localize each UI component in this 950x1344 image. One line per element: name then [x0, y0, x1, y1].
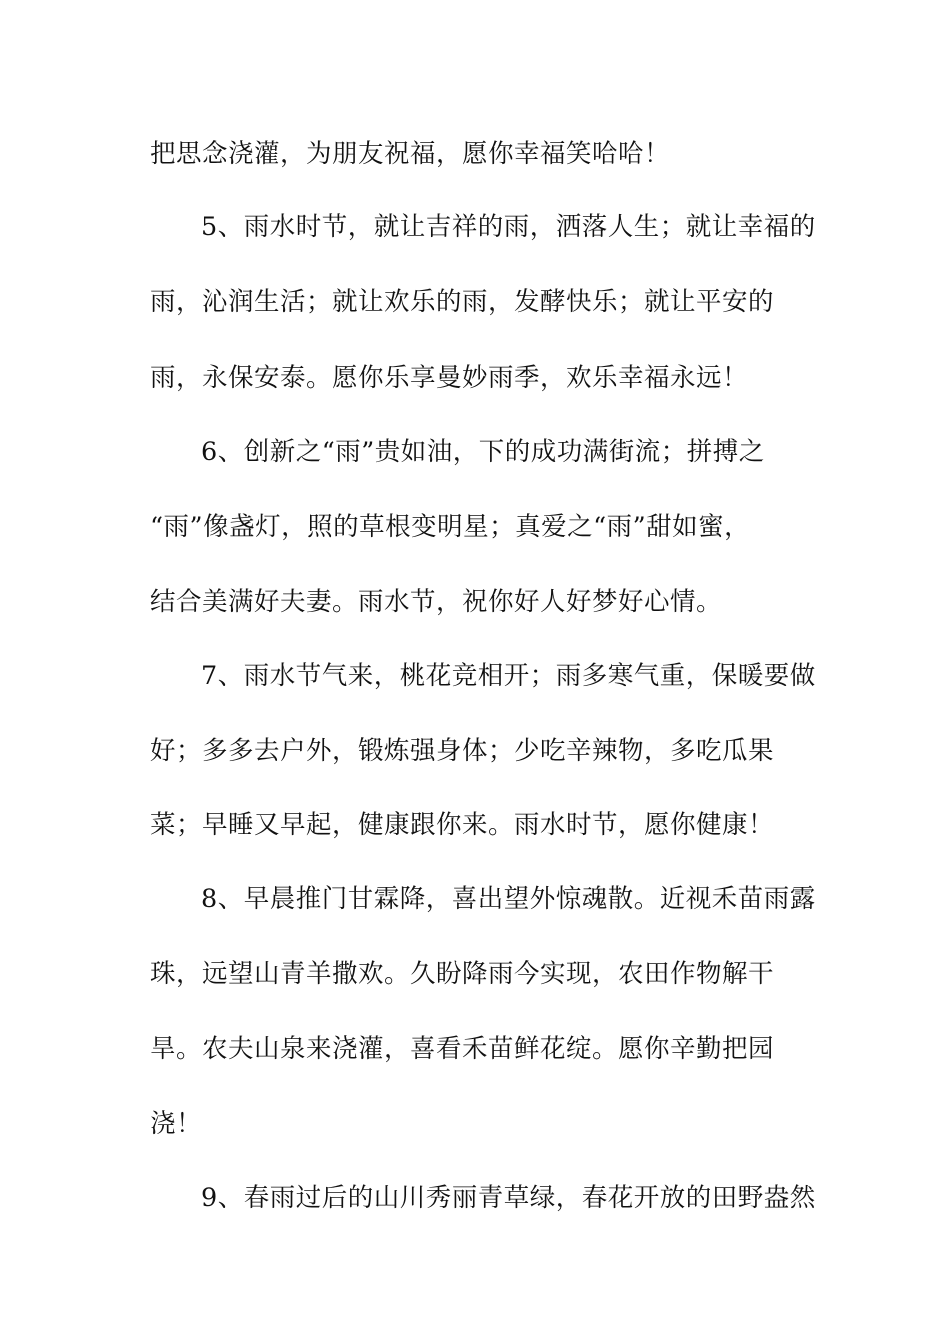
paragraph-5-line: 5、雨水时节，就让吉祥的雨，洒落人生；就让幸福的 [201, 212, 816, 242]
text-line: 浇！ [150, 1109, 203, 1139]
text-line: 好；多多去户外，锻炼强身体；少吃辛辣物，多吃瓜果 [150, 736, 775, 766]
paragraph-8-line: 8、早晨推门甘霖降，喜出望外惊魂散。近视禾苗雨露 [201, 884, 816, 914]
text-line: 菜；早睡又早起，健康跟你来。雨水时节，愿你健康！ [150, 810, 775, 840]
paragraph-6-line: 6、创新之“雨”贵如油，下的成功满街流；拼搏之 [201, 437, 765, 467]
text-line: 珠，远望山青羊撒欢。久盼降雨今实现，农田作物解干 [150, 959, 775, 989]
text-line: 结合美满好夫妻。雨水节，祝你好人好梦好心情。 [150, 587, 723, 617]
text-line: 旱。农夫山泉来浇灌，喜看禾苗鲜花绽。愿你辛勤把园 [150, 1034, 775, 1064]
text-line: 把思念浇灌，为朋友祝福，愿你幸福笑哈哈！ [150, 139, 671, 169]
paragraph-7-line: 7、雨水节气来，桃花竞相开；雨多寒气重，保暖要做 [201, 661, 816, 691]
paragraph-9-line: 9、春雨过后的山川秀丽青草绿，春花开放的田野盎然 [201, 1183, 816, 1213]
text-line: 雨，沁润生活；就让欢乐的雨，发酵快乐；就让平安的 [150, 287, 775, 317]
text-line: 雨，永保安泰。愿你乐享曼妙雨季，欢乐幸福永远！ [150, 363, 749, 393]
text-line: “雨”像盏灯，照的草根变明星；真爱之“雨”甜如蜜， [150, 512, 751, 542]
